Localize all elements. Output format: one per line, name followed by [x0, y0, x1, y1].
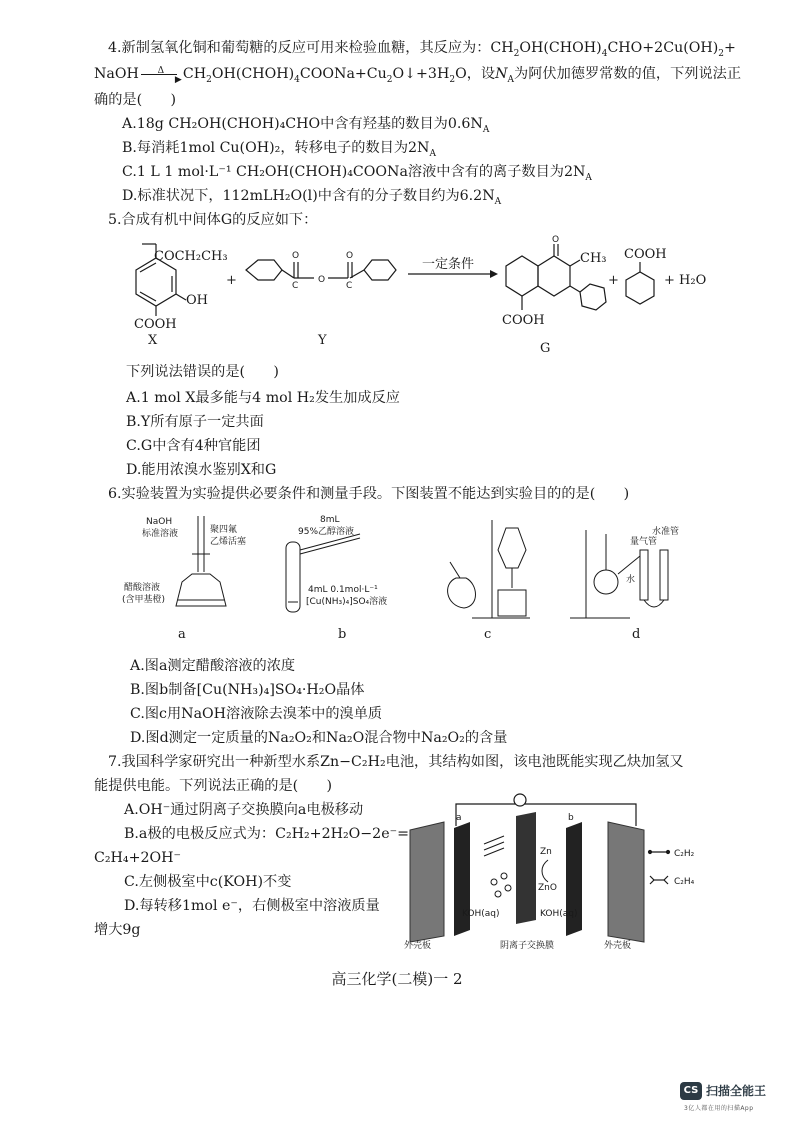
b-4ml-label: 4mL 0.1mol·L⁻¹ — [308, 585, 378, 595]
heat-arrow-icon: Δ ▶ — [139, 65, 183, 81]
y-label: Y — [318, 333, 327, 348]
d-gas-tube-label: 量气管 — [630, 537, 658, 547]
y-carbonyl-o-2: O — [346, 251, 354, 261]
q7-option-a: A.OH⁻通过阴离子交换膜向a电极移动 — [124, 802, 364, 818]
camscanner-logo-icon: CS — [680, 1082, 702, 1100]
q7-option-c: C.左侧极室中c(KOH)不变 — [124, 874, 292, 890]
q7-stem-1: 7.我国科学家研究出一种新型水系Zn−C₂H₂电池，其结构如图，该电池既能实现乙炔加氢又 — [108, 754, 684, 770]
q5-question: 下列说法错误的是( ) — [126, 364, 279, 380]
q4-line2: NaOH Δ ▶ $CH_2OH(CHOH)_4COONa+Cu_2O↓+3H_2O$，设$N_A$为阿伏加德罗常数的值，下列说法正 — [94, 66, 742, 85]
a-acid-label-2: (含甲基橙) — [122, 595, 166, 605]
q6-option-a: A.图a测定醋酸溶液的浓度 — [130, 658, 296, 674]
q4-option-a: A.18g CH₂OH(CHOH)₄CHO中含有羟基的数目为$0.6N_A$ — [122, 116, 490, 135]
b-8ml-label: 8mL — [320, 515, 340, 525]
koh-right-label: KOH(aq) — [540, 909, 578, 919]
g-cooh-label: COOH — [502, 313, 545, 328]
y-carbon-1: C — [292, 281, 299, 291]
x-substituent-label: COCH₂CH₃ — [154, 249, 228, 264]
benzoic-cooh-label: COOH — [624, 247, 667, 262]
x-cooh-label: COOH — [134, 317, 177, 332]
apparatus-c-funnel — [448, 520, 530, 618]
figure-label-d: d — [632, 627, 641, 642]
d-level-tube-label: 水准管 — [652, 527, 680, 537]
legend-c2h2: C₂H₂ — [674, 849, 695, 859]
y-bridge-oxygen: O — [318, 275, 326, 285]
a-ptfe-label-1: 聚四氟 — [210, 525, 238, 535]
brand-tagline: 3亿人都在用的扫描App — [684, 1105, 754, 1112]
plus-sign-2: + — [608, 273, 619, 288]
a-ptfe-label-2: 乙烯活塞 — [210, 537, 247, 547]
x-oh-label: OH — [186, 293, 208, 308]
q5-option-b: B.Y所有原子一定共面 — [126, 414, 264, 430]
q4-option-d: D.标准状况下，112mLH₂O(l)中含有的分子数目约为$6.2N_A$ — [122, 188, 502, 207]
left-shell-label: 外壳板 — [404, 941, 432, 950]
y-carbonyl-o-1: O — [292, 251, 300, 261]
q6-option-d: D.图d测定一定质量的Na₂O₂和Na₂O混合物中Na₂O₂的含量 — [130, 730, 508, 746]
figure-label-b: b — [338, 627, 347, 642]
q7-battery-diagram — [404, 790, 704, 950]
electrode-b-label: b — [568, 813, 574, 823]
lightbulb-icon — [514, 794, 526, 806]
q5-option-a: A.1 mol X最多能与4 mol H₂发生加成反应 — [126, 390, 400, 406]
zinc-label: Zn — [540, 847, 552, 857]
right-shell-plate — [608, 822, 644, 942]
legend-c2h4: C₂H₄ — [674, 877, 695, 887]
q4-option-b: B.每消耗1mol Cu(OH)₂，转移电子的数目为$2N_A$ — [122, 140, 436, 159]
q4-line3: 确的是( ) — [94, 92, 177, 108]
membrane-label: 阴离子交换膜 — [500, 941, 555, 950]
q4-line1: 4.新制氢氧化铜和葡萄糖的反应可用来检验血糖，其反应为：$CH_2OH(CHOH)_4CHO+2Cu(OH)_2+$ — [108, 40, 736, 59]
legend-icons — [649, 851, 670, 885]
left-shell-plate — [410, 822, 444, 942]
q7-option-b-line1: B.a极的电极反应式为：C₂H₂+2H₂O−2e⁻= — [124, 826, 409, 842]
q5-reaction-scheme — [96, 230, 726, 360]
q5-option-d: D.能用浓溴水鉴别X和G — [126, 462, 277, 478]
koh-left-label: KOH(aq) — [462, 909, 500, 919]
a-acid-label-1: 醋酸溶液 — [124, 583, 161, 593]
q7-stem-2: 能提供电能。下列说法正确的是( ) — [94, 778, 333, 794]
a-standard-solution-label: 标准溶液 — [142, 529, 179, 539]
anion-exchange-membrane — [516, 812, 536, 924]
zinc-oxide-label: ZnO — [538, 883, 557, 893]
q7-option-d-line2: 增大9g — [94, 922, 141, 938]
water-product: + H₂O — [664, 273, 707, 288]
figure-label-c: c — [484, 627, 492, 642]
q7-option-b-line2: C₂H₄+2OH⁻ — [94, 850, 182, 866]
d-water-label: 水 — [626, 575, 636, 585]
q4-option-c: C.1 L 1 mol·L⁻¹ CH₂OH(CHOH)₄COONa溶液中含有的离子数目为$2N_A$ — [122, 164, 592, 183]
page-footer: 高三化学(二模)一 2 — [331, 970, 463, 988]
g-ch3-label: CH₃ — [580, 251, 607, 266]
a-naoh-label: NaOH — [146, 517, 173, 527]
g-label: G — [540, 341, 551, 356]
q6-option-c: C.图c用NaOH溶液除去溴苯中的溴单质 — [130, 706, 383, 722]
plus-sign: + — [226, 273, 237, 288]
q6-option-b: B.图b制备[Cu(NH₃)₄]SO₄·H₂O晶体 — [130, 682, 365, 698]
electrode-a-label: a — [456, 813, 462, 823]
y-carbon-2: C — [346, 281, 353, 291]
q5-option-c: C.G中含有4种官能团 — [126, 438, 261, 454]
brand-name: 扫描全能王 — [706, 1084, 767, 1098]
reaction-condition: 一定条件 — [422, 257, 475, 272]
right-shell-label: 外壳板 — [604, 941, 632, 950]
g-ketone-o: O — [552, 235, 560, 245]
q6-stem: 6.实验装置为实验提供必要条件和测量手段。下图装置不能达到实验目的的是( ) — [108, 486, 630, 502]
b-cu-solution-label: [Cu(NH₃)₄]SO₄溶液 — [306, 597, 388, 607]
benzoic-acid-structure — [626, 262, 654, 304]
q7-option-d-line1: D.每转移1mol e⁻，右侧极室中溶液质量 — [124, 898, 380, 914]
reaction-arrow-icon — [490, 270, 498, 278]
q5-stem: 5.合成有机中间体G的反应如下： — [108, 212, 318, 228]
x-label: X — [148, 333, 158, 348]
figure-label-a: a — [178, 627, 186, 642]
b-ethanol-label: 95%乙醇溶液 — [298, 527, 355, 537]
q6-apparatus-figures — [120, 510, 680, 650]
